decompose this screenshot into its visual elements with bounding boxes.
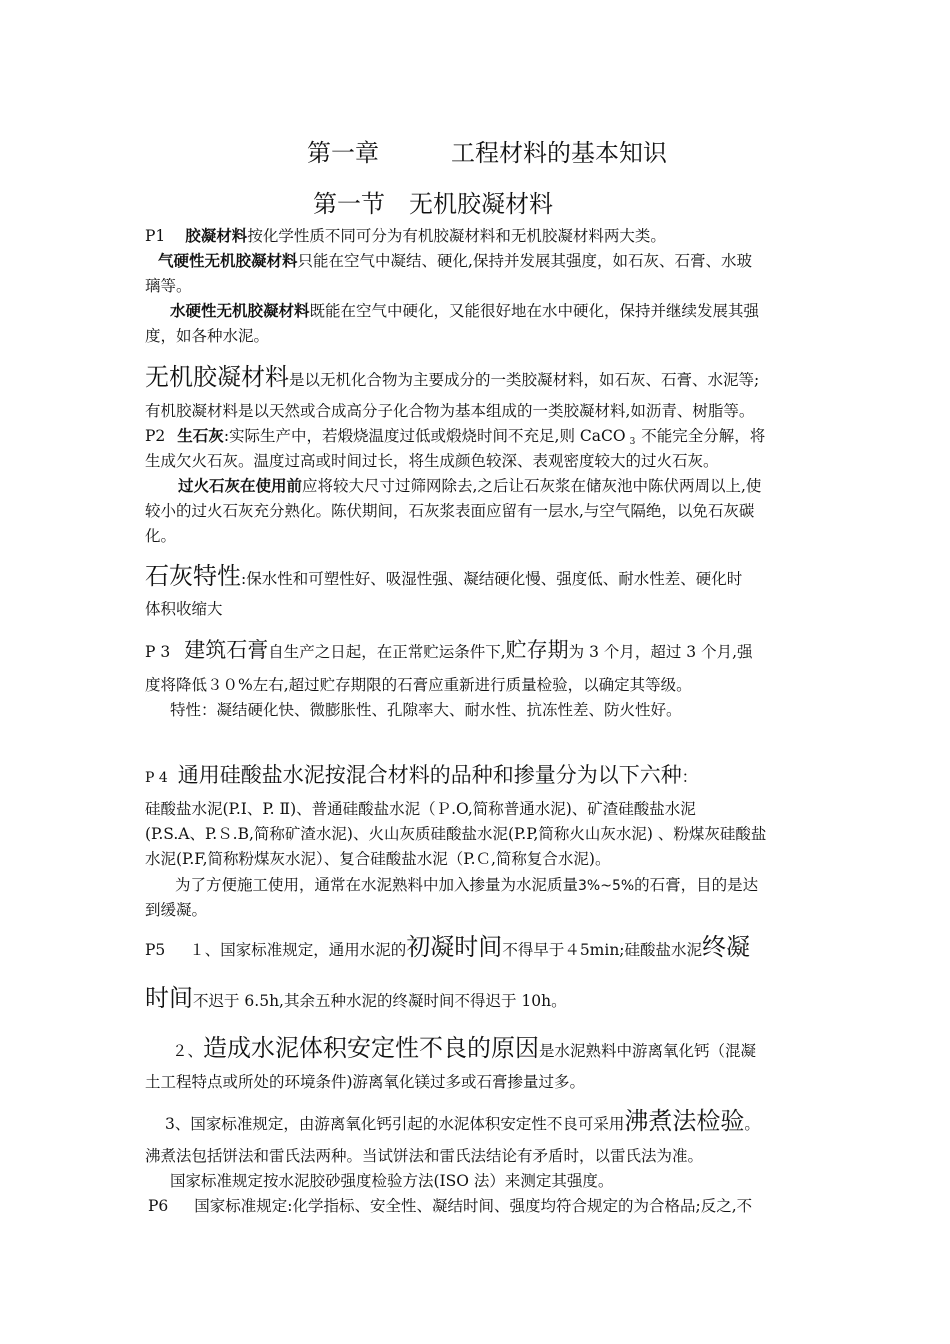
p2-line1 (145, 426, 765, 452)
term: 贮存期 (505, 638, 569, 662)
section-label: 第一节 (313, 190, 385, 218)
text: 到缓凝。 (145, 901, 208, 919)
text: 有机胶凝材料是以天然或合成高分子化合物为基本组成的一类胶凝材料,如沥青、树脂等。 (145, 402, 755, 420)
p2-line5 (145, 526, 176, 546)
p2-line4 (145, 501, 754, 521)
text: ： (681, 768, 698, 786)
p4-line3 (145, 849, 610, 869)
text: １、国家标准规定，通用水泥的 (189, 941, 407, 959)
text: 。 (744, 1115, 760, 1133)
p4-line2 (145, 824, 766, 844)
p6-line1 (148, 1196, 752, 1216)
term: 石灰特性 (145, 562, 241, 590)
text: 璃等。 (145, 277, 192, 295)
page-ref: P6 (148, 1197, 169, 1215)
text: 土工程特点或所处的环境条件)游离氧化镁过多或石膏掺量过多。 (145, 1073, 586, 1091)
term: 水硬性无机胶凝材料 (170, 301, 310, 320)
p3-line1 (145, 635, 753, 667)
term: 终凝 (702, 933, 751, 961)
text: 的石膏，目的是达 (634, 876, 759, 894)
subscript: 3 (629, 437, 636, 447)
p2-line3 (178, 476, 761, 496)
p1-line5 (145, 326, 269, 346)
text: 硅酸盐水泥(P.Ⅰ、P. Ⅱ)、普通硅酸盐水泥（Ｐ.O,简称普通水泥)、矿渣硅酸盐水泥 (145, 800, 696, 818)
p4-line5 (145, 900, 207, 920)
p2-line2 (145, 451, 719, 471)
text: 为了方便施工使用，通常在水泥熟料中加入掺量为水泥质量 (175, 876, 579, 894)
p4-heading (145, 760, 697, 793)
term: 气硬性无机胶凝材料 (158, 251, 298, 270)
p1-line1 (145, 226, 666, 246)
term: 时间 (145, 984, 193, 1012)
p1-line6 (145, 362, 759, 395)
term: 建筑石膏 (184, 638, 269, 662)
text: 既能在空气中硬化，又能很好地在水中硬化，保持并继续发展其强 (309, 302, 760, 320)
text: 不得早于４5min;硅酸盐水泥 (502, 941, 703, 959)
p5-line5 (165, 1106, 760, 1139)
page-ref: P 3 (145, 643, 171, 661)
term: 无机胶凝材料 (145, 363, 289, 391)
text: 应将较大尺寸过筛网除去,之后让石灰浆在储灰池中陈伏两周以上,使 (302, 477, 762, 495)
term: 胶凝材料 (185, 226, 248, 245)
p4-line1 (145, 799, 696, 819)
p5-line4 (145, 1072, 585, 1092)
p1-line7 (145, 401, 754, 421)
page-ref: P 4 (145, 770, 168, 786)
text: 水泥(P.F,简称粉煤灰水泥）、复合硅酸盐水泥（P.Ｃ,简称复合水泥)。 (145, 850, 611, 868)
text: 度将降低３０%左右,超过贮存期限的石膏应重新进行质量检验，以确定其等级。 (145, 676, 692, 694)
heading: 通用硅酸盐水泥按混合材料的品种和掺量分为以下六种 (177, 763, 682, 787)
text: 只能在空气中凝结、硬化,保持并发展其强度，如石灰、石膏、水玻 (297, 252, 752, 270)
text: 沸煮法包括饼法和雷氏法两种。当试饼法和雷氏法结论有矛盾时，以雷氏法为准。 (145, 1147, 704, 1165)
p5-line2 (145, 983, 567, 1016)
text: 国家标准规定:化学指标、安全性、凝结时间、强度均符合规定的为合格品;反之,不 (194, 1197, 753, 1215)
section-title (313, 184, 553, 219)
p5-line7 (170, 1171, 613, 1191)
text: 体积收缩大 (145, 600, 223, 618)
text: :实际生产中，若煅烧温度过低或煅烧时间不充足,则 CaCO (223, 427, 626, 445)
term: 沸煮法检验 (624, 1107, 745, 1135)
p5-line1 (145, 932, 750, 965)
text: 特性：凝结硬化快、微膨胀性、孔隙率大、耐水性、抗冻性差、防火性好。 (170, 701, 682, 719)
text: 按化学性质不同可分为有机胶凝材料和无机胶凝材料两大类。 (247, 227, 666, 245)
p3-line2 (145, 675, 692, 695)
page-ref: P1 (145, 227, 166, 245)
text: 是以无机化合物为主要成分的一类胶凝材料，如石灰、石膏、水泥等; (289, 371, 760, 389)
text: :保水性和可塑性好、吸湿性强、凝结硬化慢、强度低、耐水性差、硬化时 (241, 570, 743, 588)
p1-line2 (158, 251, 752, 271)
text: 为 3 个月，超过 3 个月,强 (568, 643, 753, 661)
p2-line7 (145, 599, 223, 619)
text: 较小的过火石灰充分熟化。陈伏期间，石灰浆表面应留有一层水,与空气隔绝，以免石灰碳 (145, 502, 755, 520)
text: 不迟于 6.5h,其余五种水泥的终凝时间不得迟于 10h。 (193, 992, 567, 1010)
text: 国家标准规定按水泥胶砂强度检验方法(ISO 法）来测定其强度。 (170, 1172, 614, 1190)
number: ２、 (172, 1042, 204, 1060)
text: 3、国家标准规定，由游离氧化钙引起的水泥体积安定性不良可采用 (165, 1115, 625, 1133)
text: 是水泥熟料中游离氧化钙（混凝 (539, 1042, 757, 1060)
p1-line3 (145, 276, 192, 296)
text: 度，如各种水泥。 (145, 327, 270, 345)
p5-line3 (172, 1033, 756, 1066)
p2-line6 (145, 561, 742, 594)
text: 化。 (145, 527, 177, 545)
term: 过火石灰在使用前 (178, 476, 303, 495)
chapter-label: 第一章 (307, 139, 379, 167)
chapter-name: 工程材料的基本知识 (451, 139, 667, 167)
percent: 3%~5% (578, 878, 635, 894)
text: 自生产之日起，在正常贮运条件下, (268, 643, 506, 661)
p4-line4 (175, 875, 758, 896)
p1-line4 (170, 301, 759, 321)
section-name: 无机胶凝材料 (409, 190, 553, 218)
p3-line3 (170, 700, 682, 720)
p5-line6 (145, 1146, 703, 1166)
chapter-title (307, 133, 667, 168)
term: 初凝时间 (406, 933, 503, 961)
term: 造成水泥体积安定性不良的原因 (203, 1034, 540, 1062)
page-ref: P2 (145, 427, 166, 445)
page-ref: P5 (145, 941, 166, 959)
text: 生成欠火石灰。温度过高或时间过长，将生成颜色较深、表观密度较大的过火石灰。 (145, 452, 719, 470)
term: 生石灰 (177, 426, 224, 445)
text: (P.S.A、P.Ｓ.B,简称矿渣水泥)、火山灰质硅酸盐水泥(P.P,简称火山灰水泥) 、粉煤灰硅酸盐 (145, 825, 767, 843)
text: 不能完全分解，将 (641, 427, 766, 445)
